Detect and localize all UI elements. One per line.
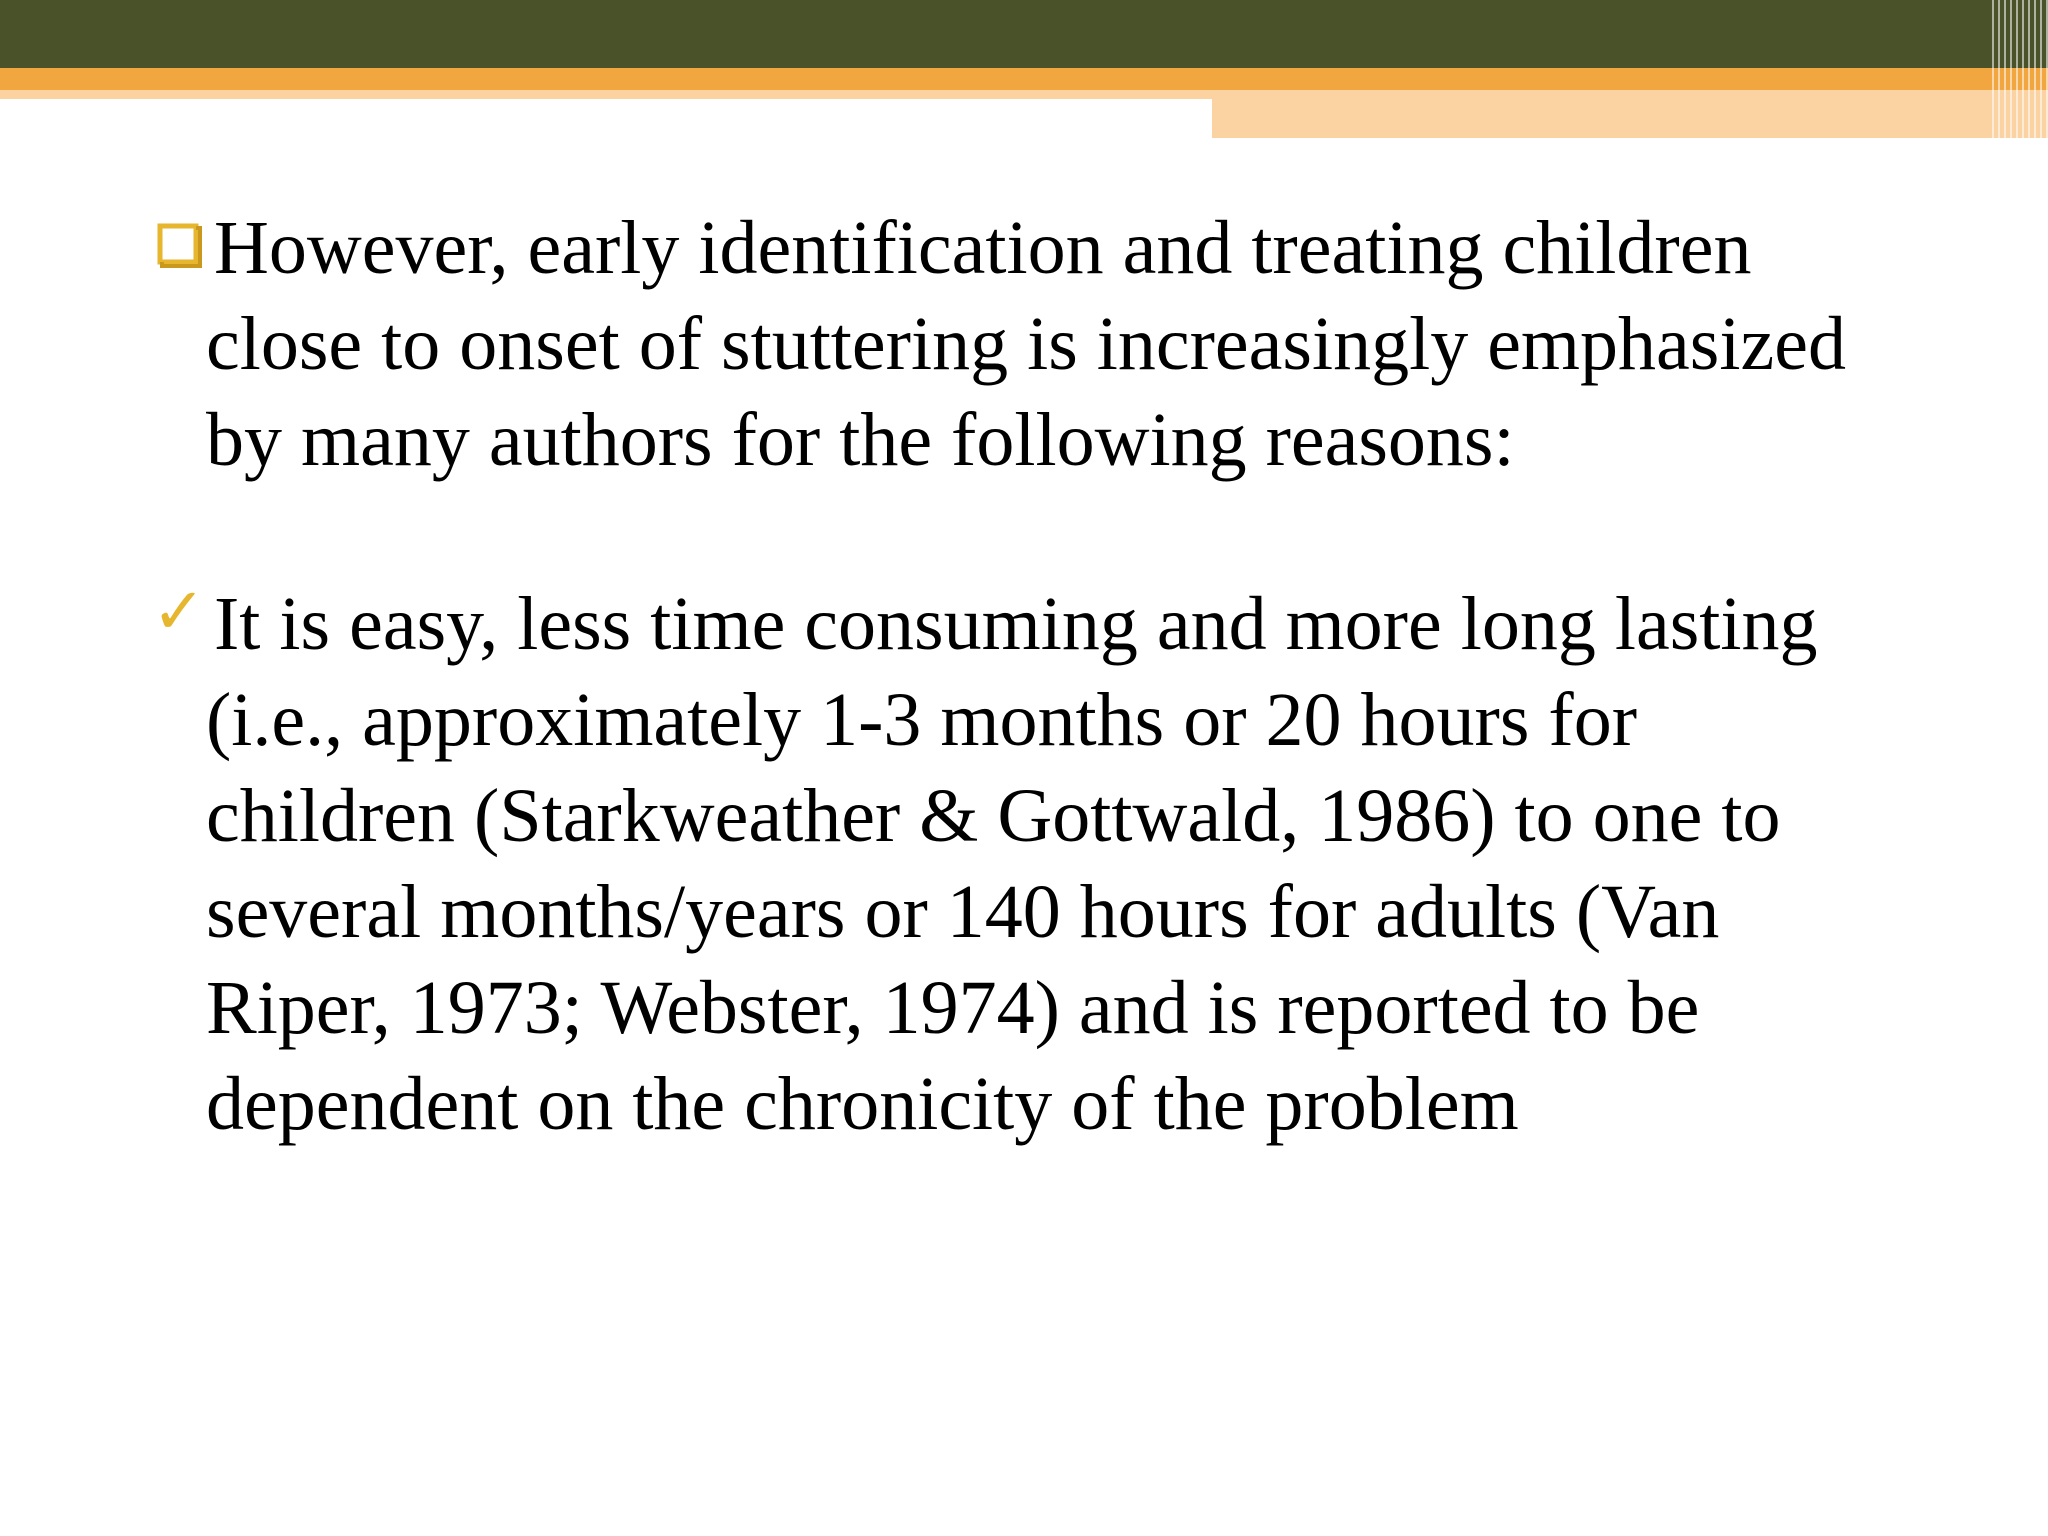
bullet-text: It is easy, less time consuming and more long lasting (i.e., approximately 1-3 months or 20 hours for children (Starkweather & Gottwald, 1986) to one to several months/years or 140 hours for adults (Van Riper, 1973; Webster, 1974) and is reported to be dependent on the chronicity of the problem [206, 582, 1818, 1146]
slide-content [150, 200, 1950, 1152]
header-stripes [1988, 0, 2048, 138]
header-light-band [0, 90, 1212, 99]
header-dark-band [0, 0, 2048, 68]
square-checkbox-icon [154, 220, 202, 268]
bullet-text: However, early identification and treating children close to onset of stuttering is increasingly emphasized by many authors for the following reasons: [206, 206, 1846, 482]
bullet-item [150, 200, 1950, 488]
bullet-item [150, 576, 1950, 1152]
header-peach-band [1212, 90, 2048, 138]
checkmark-icon: ✓ [152, 575, 206, 649]
header-orange-band [0, 68, 2048, 90]
